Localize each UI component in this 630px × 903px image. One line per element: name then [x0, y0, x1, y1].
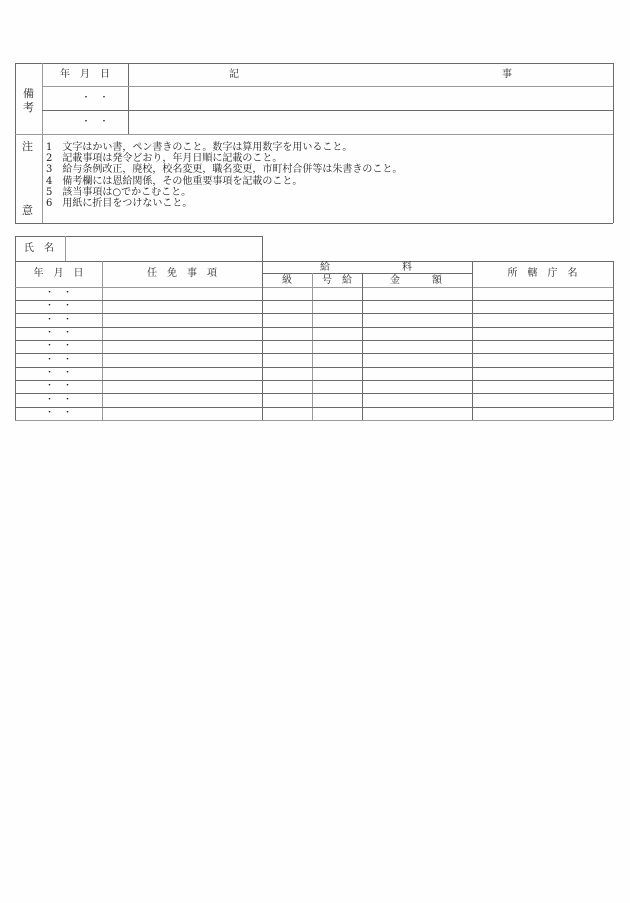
- notes-label-bottom: 意: [22, 204, 33, 217]
- grade-cells[interactable]: [263, 288, 312, 420]
- step-cells[interactable]: [313, 288, 362, 420]
- history-bottom-border: [15, 420, 613, 421]
- notes-label-top: 注: [22, 140, 33, 153]
- step-header: 号 給: [322, 275, 352, 286]
- office-header: 所 轄 庁 名: [507, 268, 578, 279]
- notes-list: [46, 142, 606, 209]
- note-item: [46, 187, 606, 198]
- remarks-label-char-2: 考: [23, 101, 34, 114]
- name-input[interactable]: [66, 237, 261, 261]
- note-number: 5: [46, 186, 53, 198]
- note-text: 記載事項は発令どおり，年月日順に記載のこと。: [62, 153, 283, 165]
- history-row-1-date[interactable]: ・ ・: [44, 288, 72, 298]
- history-row-3-date[interactable]: ・ ・: [44, 315, 72, 325]
- name-label: 氏 名: [24, 243, 54, 254]
- grade-header: 級: [282, 275, 292, 286]
- remarks-right-border: [613, 63, 614, 223]
- note-item: [46, 153, 606, 164]
- note-item: [46, 176, 606, 187]
- note-text: 給与条例改正，廃校，校名変更，職名変更，市町村合併等は朱書きのこと。: [62, 164, 403, 176]
- history-row-7-date[interactable]: ・ ・: [44, 368, 72, 378]
- history-right-border: [613, 261, 614, 420]
- remarks-row-2-record[interactable]: [129, 111, 613, 134]
- note-number: 1: [46, 142, 53, 153]
- note-text: 文字はかい書，ペン書きのこと。数字は算用数字を用いること。: [62, 142, 353, 153]
- history-row-10-date[interactable]: ・ ・: [44, 408, 72, 418]
- amount-header-right: 額: [432, 275, 442, 286]
- remarks-row-1-record[interactable]: [129, 87, 613, 110]
- notes-top-border: [15, 134, 613, 135]
- history-header-top: [15, 261, 613, 262]
- note-item: [46, 142, 606, 153]
- remarks-row-1-date[interactable]: ・ ・: [81, 93, 109, 103]
- history-row-5-date[interactable]: ・ ・: [44, 341, 72, 351]
- remarks-record-header-left: 記: [229, 69, 239, 80]
- history-row-8-date[interactable]: ・ ・: [44, 381, 72, 391]
- remarks-date-header: 年 月 日: [60, 69, 110, 80]
- remarks-side-divider: [42, 63, 43, 223]
- amount-cells[interactable]: [363, 288, 472, 420]
- salary-header-left: 給: [320, 262, 330, 273]
- note-text: 用紙に折目をつけないこと。: [62, 198, 193, 210]
- salary-subheader-divider: [262, 273, 472, 274]
- history-row-6-date[interactable]: ・ ・: [44, 355, 72, 365]
- amount-header-left: 金: [390, 275, 400, 286]
- note-item: [46, 164, 606, 175]
- remarks-label-char-1: 備: [23, 87, 34, 100]
- history-date-header: 年 月 日: [33, 268, 84, 279]
- note-text: 備考欄には恩給関係，その他重要事項を記載のこと。: [62, 175, 303, 187]
- remarks-top-border: [15, 63, 613, 64]
- history-row-4-date[interactable]: ・ ・: [44, 328, 72, 338]
- note-number: 4: [46, 175, 53, 187]
- name-box-right: [262, 236, 263, 261]
- remarks-row-2-date[interactable]: ・ ・: [81, 117, 109, 127]
- note-number: 6: [46, 198, 53, 210]
- note-number: 3: [46, 164, 53, 176]
- salary-header-right: 料: [402, 262, 412, 273]
- note-item: [46, 198, 606, 209]
- remarks-record-header-right: 事: [502, 69, 512, 80]
- history-row-9-date[interactable]: ・ ・: [44, 395, 72, 405]
- office-cells[interactable]: [473, 288, 613, 420]
- note-text: 該当事項は○でかこむこと。: [62, 186, 192, 198]
- history-appointment-header: 任 免 事 項: [147, 268, 217, 279]
- appointment-cells[interactable]: [103, 288, 262, 420]
- note-number: 2: [46, 153, 53, 165]
- notes-bottom-border: [15, 223, 613, 224]
- remarks-side-label: [15, 87, 42, 115]
- history-row-2-date[interactable]: ・ ・: [44, 301, 72, 311]
